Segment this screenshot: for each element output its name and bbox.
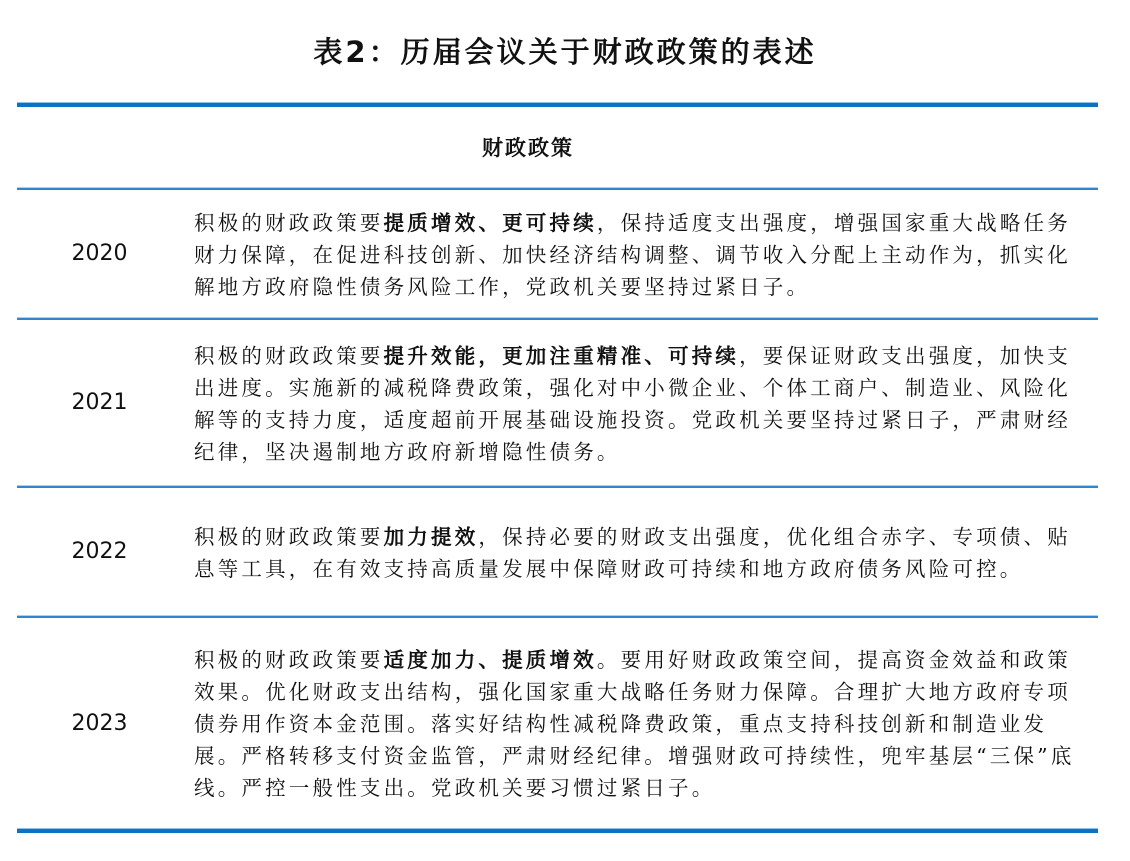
table-row-2022 [17,488,1098,615]
policy-text-plain: 积极的财政政策要 [194,524,384,549]
policy-text-emphasis: 加力提效 [383,524,479,549]
policy-text-plain: 积极的财政政策要 [194,343,384,368]
year-cell: 2022 [71,539,128,564]
policy-text-cell [182,634,1082,812]
policy-text-plain: 积极的财政政策要 [194,210,384,235]
policy-text-plain: ，要保证财政支出强度，加快支出进度。实施新的减税降费政策，强化对中小微企业、个体工商户、制造业、风险化解等的支持力度，适度超前开展基础设施投资。党政机关要坚持过紧日子，严肃财经纪律，坚决遏制地方政府新增隐性债务。 [194,343,1071,464]
year-cell: 2020 [71,241,128,266]
table-row-2021 [17,320,1098,485]
policy-text-emphasis: 适度加力、提质增效 [383,648,597,672]
policy-text-cell [182,330,1082,476]
policy-text-plain: 积极的财政政策要 [194,648,384,672]
policy-text-cell [182,197,1082,311]
header-fiscal-policy-cell: 财政政策 [482,135,574,160]
policy-text-emphasis: 提质增效、更可持续 [383,210,597,235]
policy-text-plain: 。要用好财政政策空间，提高资金效益和政策效果。优化财政支出结构，强化国家重大战略任务财力保障。合理扩大地方政府专项债券用作资本金范围。落实好结构性减税降费政策，重点支持科技创新和制造业发展。严格转移支付资金监管，严肃财经纪律。增强财政可持续性，兜牢基层“三保”底线。严控一般性支出。党政机关要习惯过紧日子。 [194,648,1075,800]
policy-text-emphasis: 提升效能，更加注重精准、可持续 [383,343,740,368]
policy-text-cell [182,511,1082,593]
table-bottom-rule [17,828,1098,833]
table-title: 表2：历届会议关于财政政策的表述 [313,35,817,69]
table-header-row [17,107,1098,187]
fiscal-policy-table [17,102,1098,833]
year-cell: 2021 [71,390,128,415]
policy-text-plain: ，保持适度支出强度，增强国家重大战略任务财力保障，在促进科技创新、加快经济结构调整、调节收入分配上主动作为，抓实化解地方政府隐性债务风险工作，党政机关要坚持过紧日子。 [194,210,1071,299]
year-cell: 2023 [71,710,128,736]
table-row-2023 [17,618,1098,828]
policy-text-plain: ，保持必要的财政支出强度，优化组合赤字、专项债、贴息等工具，在有效支持高质量发展中保障财政可持续和地方政府债务风险可控。 [194,524,1071,581]
table-row-2020 [17,190,1098,317]
